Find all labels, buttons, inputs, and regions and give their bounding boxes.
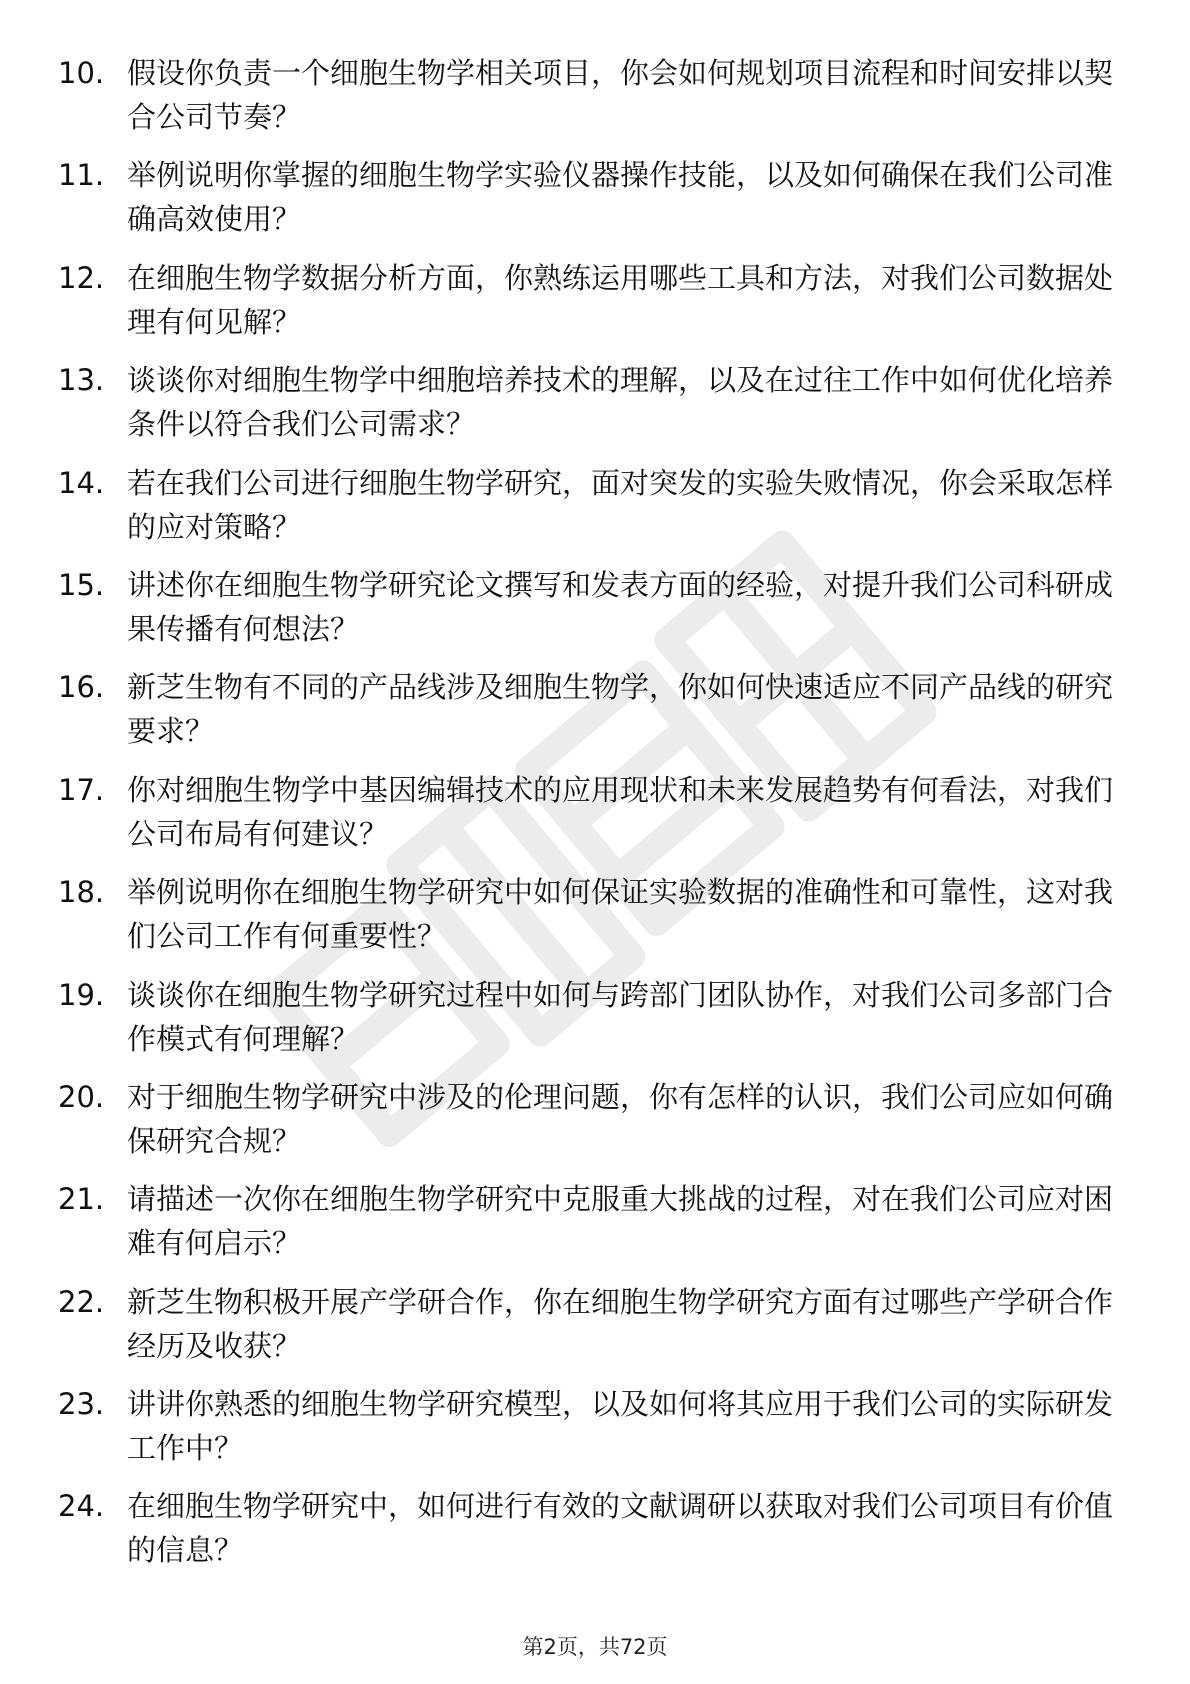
question-item <box>0 1382 1190 1484</box>
question-number: 13. <box>58 363 105 398</box>
question-number: 16. <box>58 670 105 705</box>
question-item <box>0 768 1190 870</box>
page-number-label: 第2页，共72页 <box>522 1635 668 1659</box>
page-footer <box>0 1632 1190 1662</box>
question-number: 22. <box>58 1284 105 1319</box>
question-number: 17. <box>58 772 105 807</box>
question-text: 讲讲你熟悉的细胞生物学研究模型，以及如何将其应用于我们公司的实际研发工作中？ <box>127 1387 1114 1466</box>
question-text: 新芝生物有不同的产品线涉及细胞生物学，你如何快速适应不同产品线的研究要求？ <box>127 670 1114 749</box>
question-item <box>0 563 1190 665</box>
question-number: 10. <box>58 56 105 90</box>
question-text: 在细胞生物学数据分析方面，你熟练运用哪些工具和方法，对我们公司数据处理有何见解？ <box>127 260 1114 339</box>
question-item <box>0 870 1190 972</box>
question-item <box>0 51 1190 153</box>
question-text: 谈谈你在细胞生物学研究过程中如何与跨部门团队协作，对我们公司多部门合作模式有何理解？ <box>127 977 1114 1056</box>
question-text: 请描述一次你在细胞生物学研究中克服重大挑战的过程，对在我们公司应对困难有何启示？ <box>127 1182 1114 1261</box>
question-text: 若在我们公司进行细胞生物学研究，面对突发的实验失败情况，你会采取怎样的应对策略？ <box>127 465 1114 544</box>
question-text: 对于细胞生物学研究中涉及的伦理问题，你有怎样的认识，我们公司应如何确保研究合规？ <box>127 1079 1114 1158</box>
question-item <box>0 153 1190 255</box>
question-number: 15. <box>58 567 105 602</box>
question-text: 新芝生物积极开展产学研合作，你在细胞生物学研究方面有过哪些产学研合作经历及收获？ <box>127 1284 1114 1363</box>
question-number: 19. <box>58 977 105 1012</box>
question-item <box>0 358 1190 460</box>
question-number: 24. <box>58 1489 105 1524</box>
question-number: 20. <box>58 1079 105 1114</box>
question-text: 举例说明你掌握的细胞生物学实验仪器操作技能，以及如何确保在我们公司准确高效使用？ <box>127 158 1114 237</box>
question-text: 举例说明你在细胞生物学研究中如何保证实验数据的准确性和可靠性，这对我们公司工作有何重要性？ <box>127 875 1114 954</box>
question-text: 谈谈你对细胞生物学中细胞培养技术的理解，以及在过往工作中如何优化培养条件以符合我们公司需求？ <box>127 363 1114 442</box>
question-list <box>0 51 1190 1587</box>
question-text: 讲述你在细胞生物学研究论文撰写和发表方面的经验，对提升我们公司科研成果传播有何想法？ <box>127 567 1114 646</box>
question-number: 12. <box>58 260 105 295</box>
question-item <box>0 256 1190 358</box>
question-text: 假设你负责一个细胞生物学相关项目，你会如何规划项目流程和时间安排以契合公司节奏？ <box>127 56 1114 134</box>
question-item <box>0 1280 1190 1382</box>
question-item <box>0 461 1190 563</box>
question-item <box>0 1484 1190 1586</box>
question-number: 18. <box>58 875 105 910</box>
question-number: 23. <box>58 1387 105 1422</box>
question-item <box>0 1177 1190 1279</box>
question-number: 14. <box>58 465 105 500</box>
question-item <box>0 665 1190 767</box>
question-number: 21. <box>58 1182 105 1217</box>
question-text: 你对细胞生物学中基因编辑技术的应用现状和未来发展趋势有何看法，对我们公司布局有何建议？ <box>127 772 1114 851</box>
question-item <box>0 1075 1190 1177</box>
question-number: 11. <box>58 158 105 193</box>
question-item <box>0 973 1190 1075</box>
question-text: 在细胞生物学研究中，如何进行有效的文献调研以获取对我们公司项目有价值的信息？ <box>127 1489 1114 1568</box>
